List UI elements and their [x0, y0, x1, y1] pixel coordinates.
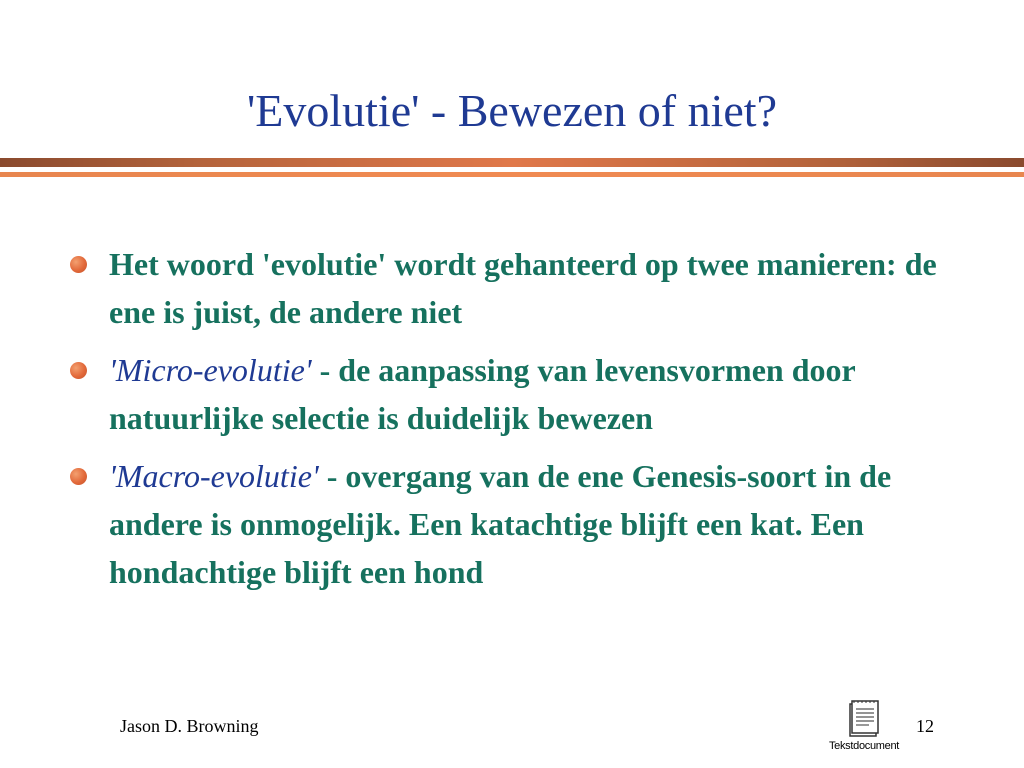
bullet-term: 'Micro-evolutie' — [109, 352, 312, 388]
bullet-dot-icon — [70, 468, 87, 485]
page-number: 12 — [916, 716, 934, 736]
attachment-label[interactable]: Tekstdocument — [828, 740, 900, 752]
bullet-item — [66, 346, 946, 442]
bullet-list — [66, 240, 946, 606]
bullet-text: Het woord 'evolutie' wordt gehanteerd op twee manieren: de ene is juist, de andere niet — [109, 246, 937, 330]
bullet-text: - de aanpassing van levensvormen door natuurlijke selectie is duidelijk bewezen — [109, 352, 856, 436]
text-document-icon[interactable] — [849, 700, 879, 738]
title-divider-thick — [0, 158, 1024, 167]
bullet-dot-icon — [70, 256, 87, 273]
bullet-dot-icon — [70, 362, 87, 379]
footer-author: Jason D. Browning — [120, 716, 259, 736]
bullet-item — [66, 240, 946, 336]
bullet-text: - overgang van de ene Genesis-soort in de andere is onmogelijk. Een katachtige blijft een kat. Een hondachtige blijft een hond — [109, 458, 892, 590]
bullet-term: 'Macro-evolutie' — [109, 458, 319, 494]
slide-title: 'Evolutie' - Bewezen of niet? — [246, 85, 778, 136]
title-divider-thin — [0, 172, 1024, 177]
bullet-item — [66, 452, 946, 596]
embedded-text-document[interactable] — [822, 700, 906, 756]
